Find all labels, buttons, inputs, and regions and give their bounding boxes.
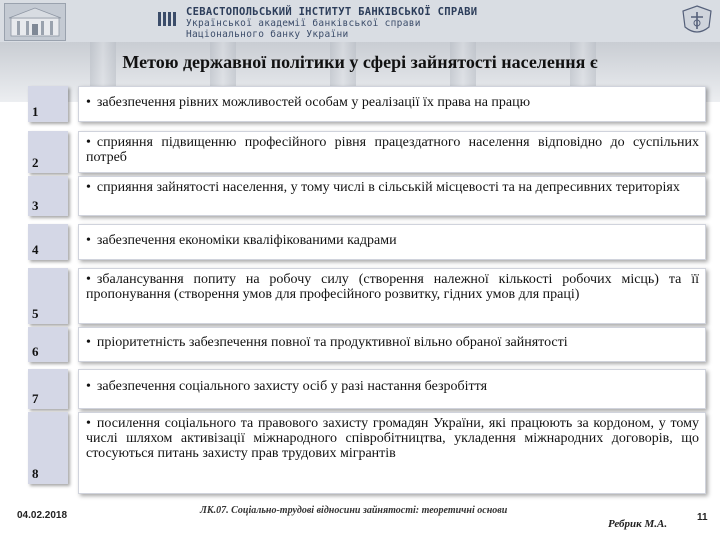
number-box bbox=[28, 86, 68, 122]
item-text-container bbox=[86, 135, 699, 165]
header-subtitle-2: Національного банку України bbox=[186, 29, 349, 40]
item-text: забезпечення соціального захисту осіб у разі настання безробіття bbox=[96, 379, 488, 394]
item-number: 4 bbox=[32, 242, 39, 257]
item-number: 1 bbox=[32, 104, 39, 119]
item-text: забезпечення рівних можливостей особам у реалізації їх права на працю bbox=[96, 95, 531, 110]
item-text: сприяння підвищенню професійного рівня працездатного населення відповідно до суспільних потреб bbox=[86, 135, 699, 165]
list-item bbox=[28, 369, 706, 409]
item-box bbox=[78, 412, 706, 494]
item-number: 8 bbox=[32, 466, 39, 481]
slide-header bbox=[0, 0, 720, 43]
item-box bbox=[78, 369, 706, 409]
list-item bbox=[28, 224, 706, 260]
number-box bbox=[28, 224, 68, 260]
list-item bbox=[28, 327, 706, 362]
header-title-line: СЕВАСТОПОЛЬСЬКИЙ ІНСТИТУТ БАНКІВСЬКОЇ СПРАВИ bbox=[186, 6, 478, 18]
item-box bbox=[78, 86, 706, 122]
building-photo-icon bbox=[4, 3, 66, 41]
item-text-container bbox=[86, 233, 699, 248]
list-item bbox=[28, 131, 706, 173]
item-box bbox=[78, 131, 706, 173]
slide-title: Метою державної політики у сфері зайнятості населення є bbox=[122, 52, 598, 72]
list-item bbox=[28, 412, 706, 496]
bullet: • bbox=[86, 272, 91, 287]
item-box bbox=[78, 327, 706, 362]
item-box bbox=[78, 224, 706, 260]
header-subtitle-1: Української академії банківської справи bbox=[186, 18, 421, 29]
item-number: 7 bbox=[32, 391, 39, 406]
list-item bbox=[28, 176, 706, 216]
header-institute-name bbox=[186, 7, 586, 40]
number-box bbox=[28, 131, 68, 173]
item-text-container bbox=[86, 272, 699, 302]
item-text-container bbox=[86, 180, 699, 195]
item-text: сприяння зайнятості населення, у тому числі в сільській місцевості та на депресивних територіях bbox=[96, 180, 680, 195]
item-text-container bbox=[86, 379, 699, 394]
item-number: 3 bbox=[32, 198, 39, 213]
item-text: забезпечення економіки кваліфікованими кадрами bbox=[96, 233, 397, 248]
item-text: посилення соціального та правового захисту громадян України, які працюють за кордоном, у тому числі шляхом активізації міжнародного співробітництва, укладення міжнародних договорів, що стосуються питань захисту прав трудових мігрантів bbox=[86, 416, 699, 461]
page-number: 11 bbox=[697, 512, 708, 523]
bullet: • bbox=[86, 233, 91, 248]
item-text-container bbox=[86, 335, 699, 350]
number-box bbox=[28, 176, 68, 216]
bullet: • bbox=[86, 416, 91, 431]
number-box bbox=[28, 327, 68, 362]
footer-lecture-title: ЛК.07. Соціально-трудові відносини зайнятості: теоретичні основи bbox=[200, 505, 508, 516]
list-item bbox=[28, 86, 706, 122]
item-number: 6 bbox=[32, 344, 39, 359]
item-text-container bbox=[86, 416, 699, 461]
list-item bbox=[28, 268, 706, 324]
bullet: • bbox=[86, 379, 91, 394]
item-text: пріоритетність забезпечення повної та продуктивної вільно обраної зайнятості bbox=[96, 335, 568, 350]
bullet: • bbox=[86, 135, 91, 150]
bullet: • bbox=[86, 335, 91, 350]
coat-of-arms-icon bbox=[678, 3, 716, 39]
number-box bbox=[28, 268, 68, 324]
item-number: 2 bbox=[32, 155, 39, 170]
footer-date: 04.02.2018 bbox=[17, 510, 68, 521]
footer-author: Ребрик М.А. bbox=[608, 518, 668, 530]
institute-emblem-icon bbox=[158, 10, 178, 28]
bullet: • bbox=[86, 95, 91, 110]
item-box bbox=[78, 176, 706, 216]
item-box bbox=[78, 268, 706, 324]
item-text-container bbox=[86, 95, 699, 110]
item-text: збалансування попиту на робочу силу (створення належної кількості робочих місць) та її пропонування (створення умов для професійного розвитку, гідних умов для праці) bbox=[86, 272, 699, 302]
number-box bbox=[28, 369, 68, 409]
item-number: 5 bbox=[32, 306, 39, 321]
bullet: • bbox=[86, 180, 91, 195]
number-box bbox=[28, 412, 68, 484]
